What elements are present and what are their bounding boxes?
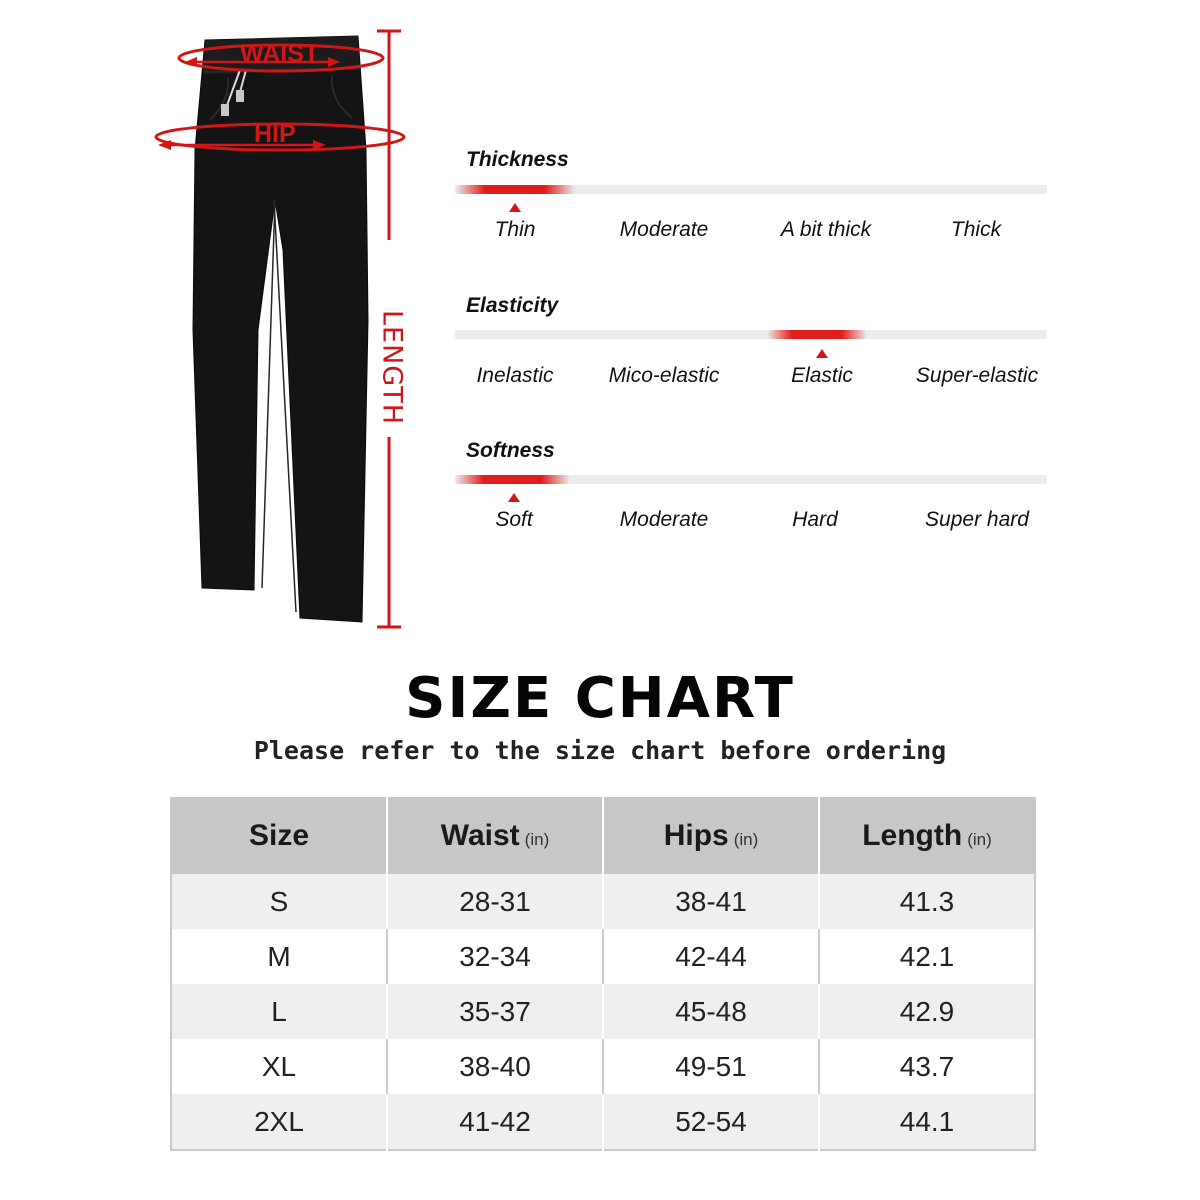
- column-unit: (in): [524, 829, 550, 849]
- size-chart-subtitle: Please refer to the size chart before ordering: [253, 736, 947, 765]
- thickness-title: Thickness: [466, 148, 569, 171]
- column-unit: (in): [967, 829, 992, 849]
- length-label: LENGTH: [376, 310, 408, 426]
- elasticity-marker-icon: [816, 349, 828, 358]
- table-row: [171, 984, 1035, 1039]
- softness-option: Hard: [792, 508, 838, 531]
- elasticity-option: Mico-elastic: [608, 364, 720, 387]
- hips-cell: 49-51: [603, 1039, 819, 1094]
- column-header-hips: [603, 797, 819, 874]
- pants-illustration: [0, 0, 440, 650]
- thickness-option: Moderate: [619, 218, 709, 241]
- size-cell: L: [171, 984, 387, 1039]
- length-cell: 44.1: [819, 1094, 1035, 1150]
- column-header-waist: [387, 797, 603, 874]
- size-chart-header-row: [171, 797, 1035, 874]
- column-unit: (in): [733, 829, 759, 849]
- thickness-marker-icon: [509, 203, 521, 212]
- softness-title: Softness: [466, 439, 555, 462]
- elasticity-track: [455, 330, 1047, 339]
- softness-option: Super hard: [925, 508, 1029, 531]
- thickness-level: [455, 185, 575, 194]
- hips-cell: 52-54: [603, 1094, 819, 1150]
- size-cell: 2XL: [171, 1094, 387, 1150]
- hip-label: HIP: [254, 120, 296, 148]
- size-chart-title: SIZE CHART: [405, 666, 795, 731]
- hips-cell: 42-44: [603, 929, 819, 984]
- column-label: Hips: [663, 818, 729, 852]
- column-label: Length: [862, 818, 963, 852]
- size-cell: S: [171, 874, 387, 929]
- column-label: Size: [248, 818, 310, 852]
- table-row: [171, 929, 1035, 984]
- softness-option: Moderate: [619, 508, 709, 531]
- column-header-length: [819, 797, 1035, 874]
- softness-option: Soft: [495, 508, 533, 531]
- length-cell: 42.1: [819, 929, 1035, 984]
- waist-cell: 32-34: [387, 929, 603, 984]
- waist-cell: 28-31: [387, 874, 603, 929]
- softness-track: [455, 475, 1047, 484]
- size-cell: XL: [171, 1039, 387, 1094]
- size-cell: M: [171, 929, 387, 984]
- column-label: Waist: [440, 818, 520, 852]
- length-cell: 42.9: [819, 984, 1035, 1039]
- waist-cell: 35-37: [387, 984, 603, 1039]
- elasticity-option: Super-elastic: [915, 364, 1039, 387]
- thickness-option: Thick: [950, 218, 1002, 241]
- elasticity-title: Elasticity: [466, 294, 559, 317]
- softness-marker-icon: [508, 493, 520, 502]
- length-cell: 43.7: [819, 1039, 1035, 1094]
- softness-level: [455, 475, 570, 484]
- hips-cell: 45-48: [603, 984, 819, 1039]
- length-cell: 41.3: [819, 874, 1035, 929]
- table-row: [171, 1039, 1035, 1094]
- elasticity-option: Elastic: [791, 364, 853, 387]
- elasticity-option: Inelastic: [476, 364, 554, 387]
- waist-cell: 38-40: [387, 1039, 603, 1094]
- thickness-track: [455, 185, 1047, 194]
- column-header-size: [171, 797, 387, 874]
- waist-cell: 41-42: [387, 1094, 603, 1150]
- elasticity-level: [767, 330, 867, 339]
- thickness-option: A bit thick: [780, 218, 872, 241]
- thickness-option: Thin: [494, 218, 536, 241]
- waist-label: WAIST: [240, 40, 320, 68]
- size-chart-table: [170, 797, 1036, 1151]
- table-row: [171, 874, 1035, 929]
- table-row: [171, 1094, 1035, 1150]
- hips-cell: 38-41: [603, 874, 819, 929]
